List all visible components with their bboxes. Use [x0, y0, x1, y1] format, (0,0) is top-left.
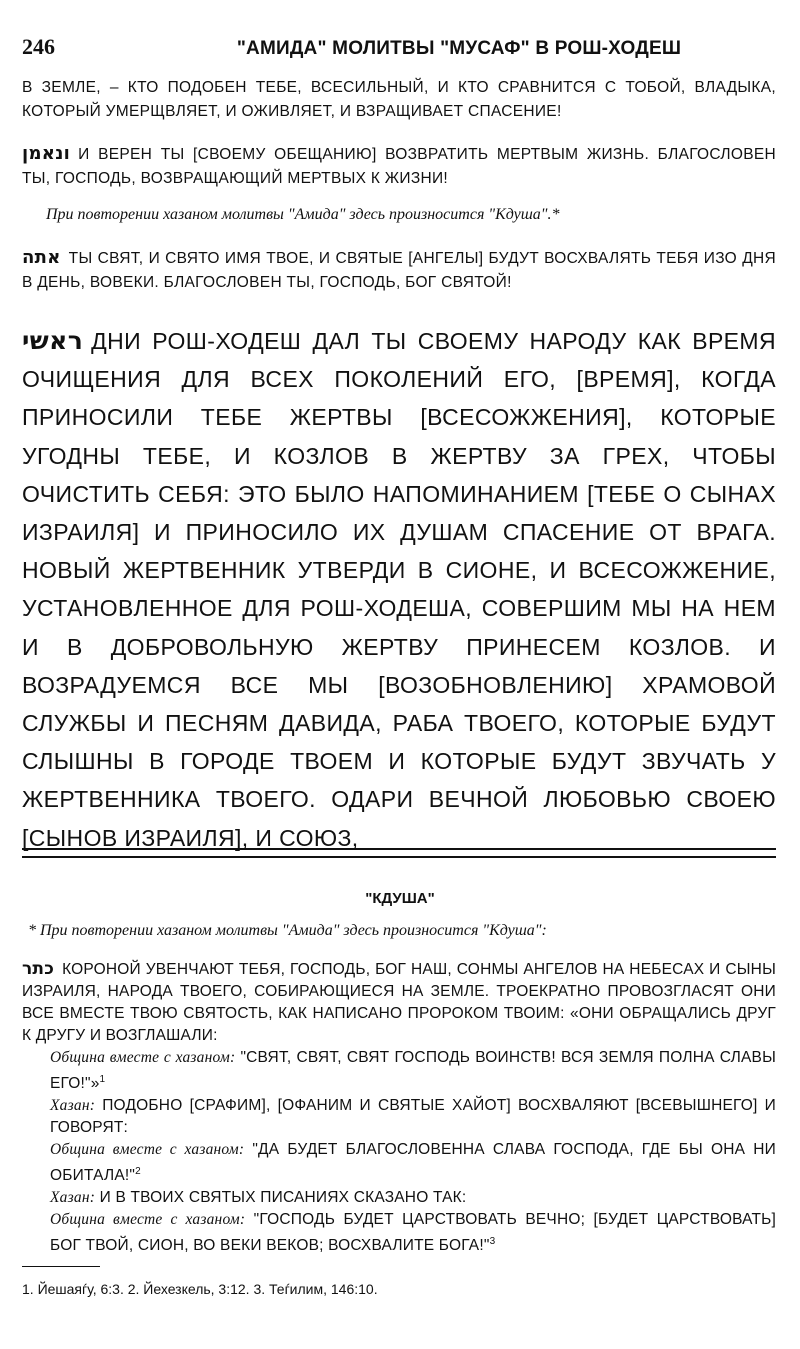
kdusha-line-text: "ГОСПОДЬ БУДЕТ ЦАРСТВОВАТЬ ВЕЧНО; [БУДЕТ ЦАРСТВОВАТЬ] БОГ ТВОЙ, СИОН, ВО ВЕКИ ВЕКОВ; ВОСХВАЛИТЕ БОГА!" [50, 1211, 776, 1255]
divider-bottom [22, 856, 776, 858]
kdusha-title: "КДУША" [365, 890, 435, 907]
kdusha-line-3 [22, 1139, 776, 1187]
kdusha-line-text: И В ТВОИХ СВЯТЫХ ПИСАНИЯХ СКАЗАНО ТАК: [99, 1189, 467, 1207]
paragraph-3 [22, 246, 776, 295]
footnotes: 1. Йешаяѓу, 6:3. 2. Йехезкель, 3:12. 3. Теѓилим, 146:10. [22, 1281, 378, 1297]
kdusha-line-text: "СВЯТ, СВЯТ, СВЯТ ГОСПОДЬ ВОИНСТВ! ВСЯ ЗЕМЛЯ ПОЛНА СЛАВЫ ЕГО!"» [50, 1049, 776, 1093]
running-title: "АМИДА" МОЛИТВЫ "МУСАФ" В РОШ-ХОДЕШ [236, 38, 682, 59]
speaker-label: Община вместе с хазаном: [50, 1141, 245, 1159]
main-paragraph [22, 322, 776, 857]
footnote-ref: 3 [489, 1236, 496, 1248]
paragraph-1-text: В ЗЕМЛЕ, – КТО ПОДОБЕН ТЕБЕ, ВСЕСИЛЬНЫЙ, И КТО СРАВНИТСЯ С ТОБОЙ, ВЛАДЫКА, КОТОРЫЙ УМЕРЩВЛЯЕТ, И ОЖИВЛЯЕТ, И ВЗРАЩИВАЕТ СПАСЕНИЕ! [22, 79, 776, 120]
page-header [22, 34, 776, 60]
hebrew-word: כתר [22, 959, 55, 979]
kdusha-paragraph [22, 958, 776, 1047]
kdusha-note: При повторении хазаном молитвы "Амида" здесь произносится "Кдуша".* [46, 206, 560, 223]
kdusha-line-1 [22, 1047, 776, 1095]
footnote-ref: 2 [135, 1166, 141, 1178]
speaker-label: Община вместе с хазаном: [50, 1211, 246, 1229]
speaker-label: Хазан: [50, 1097, 96, 1115]
footnote-ref: 1 [99, 1074, 106, 1085]
kdusha-intro: * При повторении хазаном молитвы "Амида" здесь произносится "Кдуша": [28, 922, 547, 939]
main-paragraph-text: ДНИ РОШ-ХОДЕШ ДАЛ ТЫ СВОЕМУ НАРОДУ КАК ВРЕМЯ ОЧИЩЕНИЯ ДЛЯ ВСЕХ ПОКОЛЕНИЙ ЕГО, [ВРЕМЯ], КОГДА ПРИНОСИЛИ ТЕБЕ ЖЕРТВЫ [ВСЕСОЖЖЕНИЯ], КОТОРЫЕ УГОДНЫ ТЕБЕ, И КОЗЛОВ В ЖЕРТВУ ЗА ГРЕХ, ЧТОБЫ ОЧИСТИТЬ СЕБЯ: ЭТО БЫЛО НАПОМИНАНИЕМ [ТЕБЕ О СЫНАХ ИЗРАИЛЯ] И ПРИНОСИЛО ИХ ДУШАМ СПАСЕНИЕ ОТ ВРАГА. НОВЫЙ ЖЕРТВЕННИК УТВЕРДИ В СИОНЕ, И ВСЕСОЖЖЕНИЕ, УСТАНОВЛЕННОЕ ДЛЯ РОШ-ХОДЕША, СОВЕРШИМ МЫ НА НЕМ И В ДОБРОВОЛЬНУЮ ЖЕРТВУ ПРИНЕСЕМ КОЗЛОВ. И ВОЗРАДУЕМСЯ ВСЕ МЫ [ВОЗОБНОВЛЕНИЮ] ХРАМОВОЙ СЛУЖБЫ И ПЕСНЯМ ДАВИДА, РАБА ТВОЕГО, КОТОРЫЕ БУДУТ СЛЫШНЫ В ГОРОДЕ ТВОЕМ И КОТОРЫЕ БУДУТ ЗВУЧАТЬ У ЖЕРТВЕННИКА ТВОЕГО. ОДАРИ ВЕЧНОЙ ЛЮБОВЬЮ СВОЕЮ [СЫНОВ ИЗРАИЛЯ], И СОЮЗ, [22, 328, 776, 851]
kdusha-paragraph-text: КОРОНОЙ УВЕНЧАЮТ ТЕБЯ, ГОСПОДЬ, БОГ НАШ, СОНМЫ АНГЕЛОВ НА НЕБЕСАХ И СЫНЫ ИЗРАИЛЯ, НАРОДА ТВОЕГО, СОБИРАЮЩИЕСЯ НА ЗЕМЛЕ. ТРОЕКРАТНО ПРОВОЗГЛАСЯТ ОНИ ВСЕ ВМЕСТЕ ТВОЮ СВЯТОСТЬ, КАК НАПИСАНО ПРОРОКОМ ТВОИМ: «ОНИ ОБРАЩАЛИСЬ ДРУГ К ДРУГУ И ВОЗГЛАШАЛИ: [22, 961, 776, 1044]
hebrew-word: אתה [22, 247, 61, 268]
paragraph-1 [22, 76, 776, 124]
kdusha-line-2 [22, 1095, 776, 1139]
paragraph-3-text: ТЫ СВЯТ, И СВЯТО ИМЯ ТВОЕ, И СВЯТЫЕ [АНГЕЛЫ] БУДУТ ВОСХВАЛЯТЬ ТЕБЯ ИЗО ДНЯ В ДЕНЬ, ВОВЕКИ. БЛАГОСЛОВЕН ТЫ, ГОСПОДЬ, БОГ СВЯТОЙ! [22, 250, 776, 291]
divider-top [22, 848, 776, 850]
kdusha-body [22, 958, 776, 1257]
kdusha-line-4 [22, 1187, 776, 1209]
footnote-rule [22, 1266, 100, 1267]
kdusha-line-text: "ДА БУДЕТ БЛАГОСЛОВЕННА СЛАВА ГОСПОДА, ГДЕ БЫ ОНА НИ ОБИТАЛА!" [50, 1141, 776, 1185]
hebrew-word: ונאמן [22, 143, 71, 164]
page-number: 246 [22, 34, 55, 59]
hebrew-word: ראשי [22, 326, 84, 355]
kdusha-line-text: ПОДОБНО [СРАФИМ], [ОФАНИМ И СВЯТЫЕ ХАЙОТ] ВОСХВАЛЯЮТ [ВСЕВЫШНЕГО] И ГОВОРЯТ: [50, 1097, 777, 1137]
paragraph-2-text: И ВЕРЕН ТЫ [СВОЕМУ ОБЕЩАНИЮ] ВОЗВРАТИТЬ МЕРТВЫМ ЖИЗНЬ. БЛАГОСЛОВЕН ТЫ, ГОСПОДЬ, ВОЗВРАЩАЮЩИЙ МЕРТВЫХ К ЖИЗНИ! [22, 146, 776, 187]
kdusha-line-5 [22, 1209, 776, 1257]
paragraph-2 [22, 142, 776, 191]
speaker-label: Хазан: [50, 1189, 96, 1207]
speaker-label: Община вместе с хазаном: [50, 1049, 236, 1066]
